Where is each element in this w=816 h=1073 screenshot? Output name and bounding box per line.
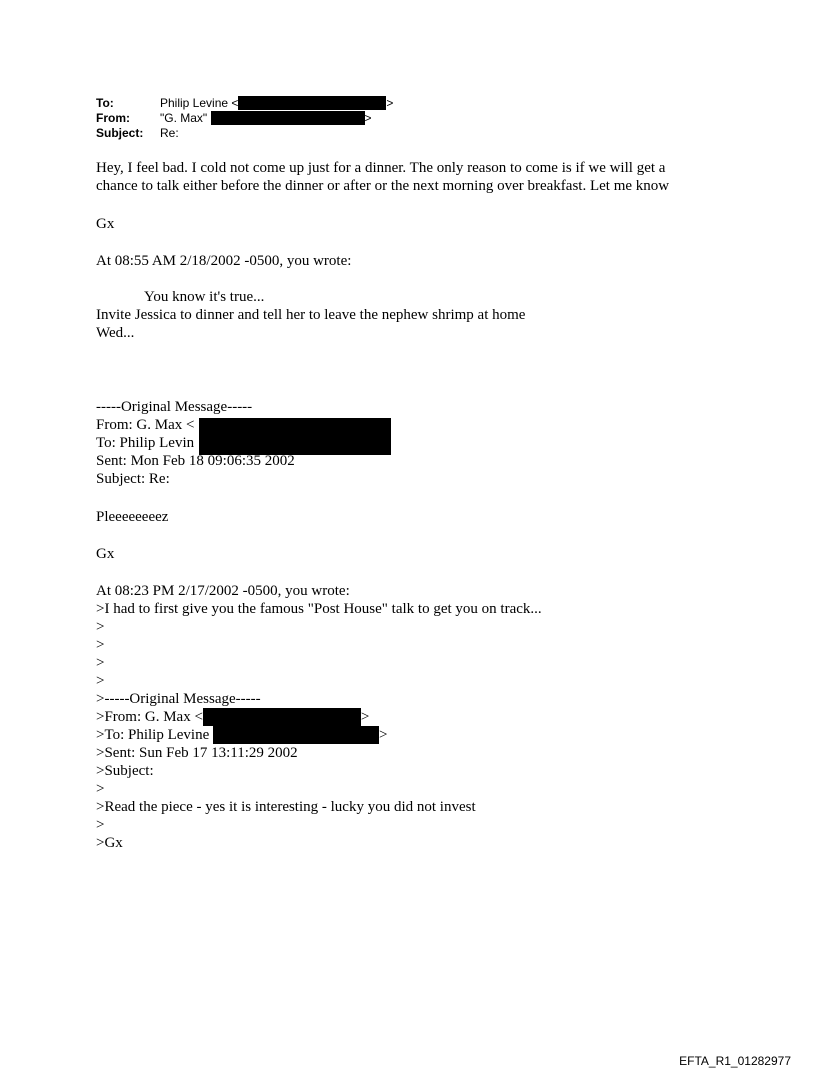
orig-to: >To: Philip Levine > (96, 727, 388, 743)
quote-marker: > (96, 655, 105, 671)
redaction-bar (211, 111, 365, 125)
quote-marker: > (96, 619, 105, 635)
redaction-bar (203, 708, 361, 726)
orig-subject: >Subject: (96, 763, 154, 779)
subject-value: Re: (160, 126, 179, 140)
body-line: Pleeeeeeeez (96, 509, 169, 525)
quote-marker: > (96, 637, 105, 653)
quote-header: At 08:23 PM 2/17/2002 -0500, you wrote: (96, 583, 350, 599)
orig-sent: >Sent: Sun Feb 17 13:11:29 2002 (96, 745, 298, 761)
redaction-bar (213, 726, 379, 744)
signoff: Gx (96, 546, 115, 562)
body-line: chance to talk either before the dinner or after or the next morning over breakfast. Let me know (96, 178, 670, 194)
quote-line: >Read the piece - yes it is interesting - lucky you did not invest (96, 799, 476, 815)
original-message-marker: >-----Original Message----- (96, 691, 261, 707)
quote-marker: > (96, 817, 105, 833)
quote-line: You know it's true... (144, 289, 265, 305)
subject-label: Subject: (96, 126, 144, 140)
quote-marker: > (96, 673, 105, 689)
quote-line: Invite Jessica to dinner and tell her to leave the nephew shrimp at home (96, 307, 526, 323)
orig-subject: Subject: Re: (96, 471, 170, 487)
orig-sent: Sent: Mon Feb 18 09:06:35 2002 (96, 453, 295, 469)
to-value: Philip Levine < > (160, 96, 394, 110)
orig-to: To: Philip Levin (96, 435, 195, 451)
orig-from: >From: G. Max < > (96, 709, 370, 725)
redaction-bar (238, 96, 386, 110)
quote-line: >I had to first give you the famous "Post House" talk to get you on track... (96, 601, 542, 617)
to-label: To: (96, 96, 114, 110)
redaction-bar (199, 418, 391, 455)
from-value: "G. Max" > (160, 111, 372, 125)
quote-line: >Gx (96, 835, 123, 851)
original-message-marker: -----Original Message----- (96, 399, 253, 415)
signoff: Gx (96, 216, 115, 232)
from-label: From: (96, 111, 130, 125)
quote-line: Wed... (96, 325, 135, 341)
document-id: EFTA_R1_01282977 (679, 1054, 791, 1068)
body-line: Hey, I feel bad. I cold not come up just for a dinner. The only reason to come is if we will get a (96, 160, 666, 176)
quote-header: At 08:55 AM 2/18/2002 -0500, you wrote: (96, 253, 352, 269)
orig-from: From: G. Max < (96, 417, 195, 433)
quote-marker: > (96, 781, 105, 797)
